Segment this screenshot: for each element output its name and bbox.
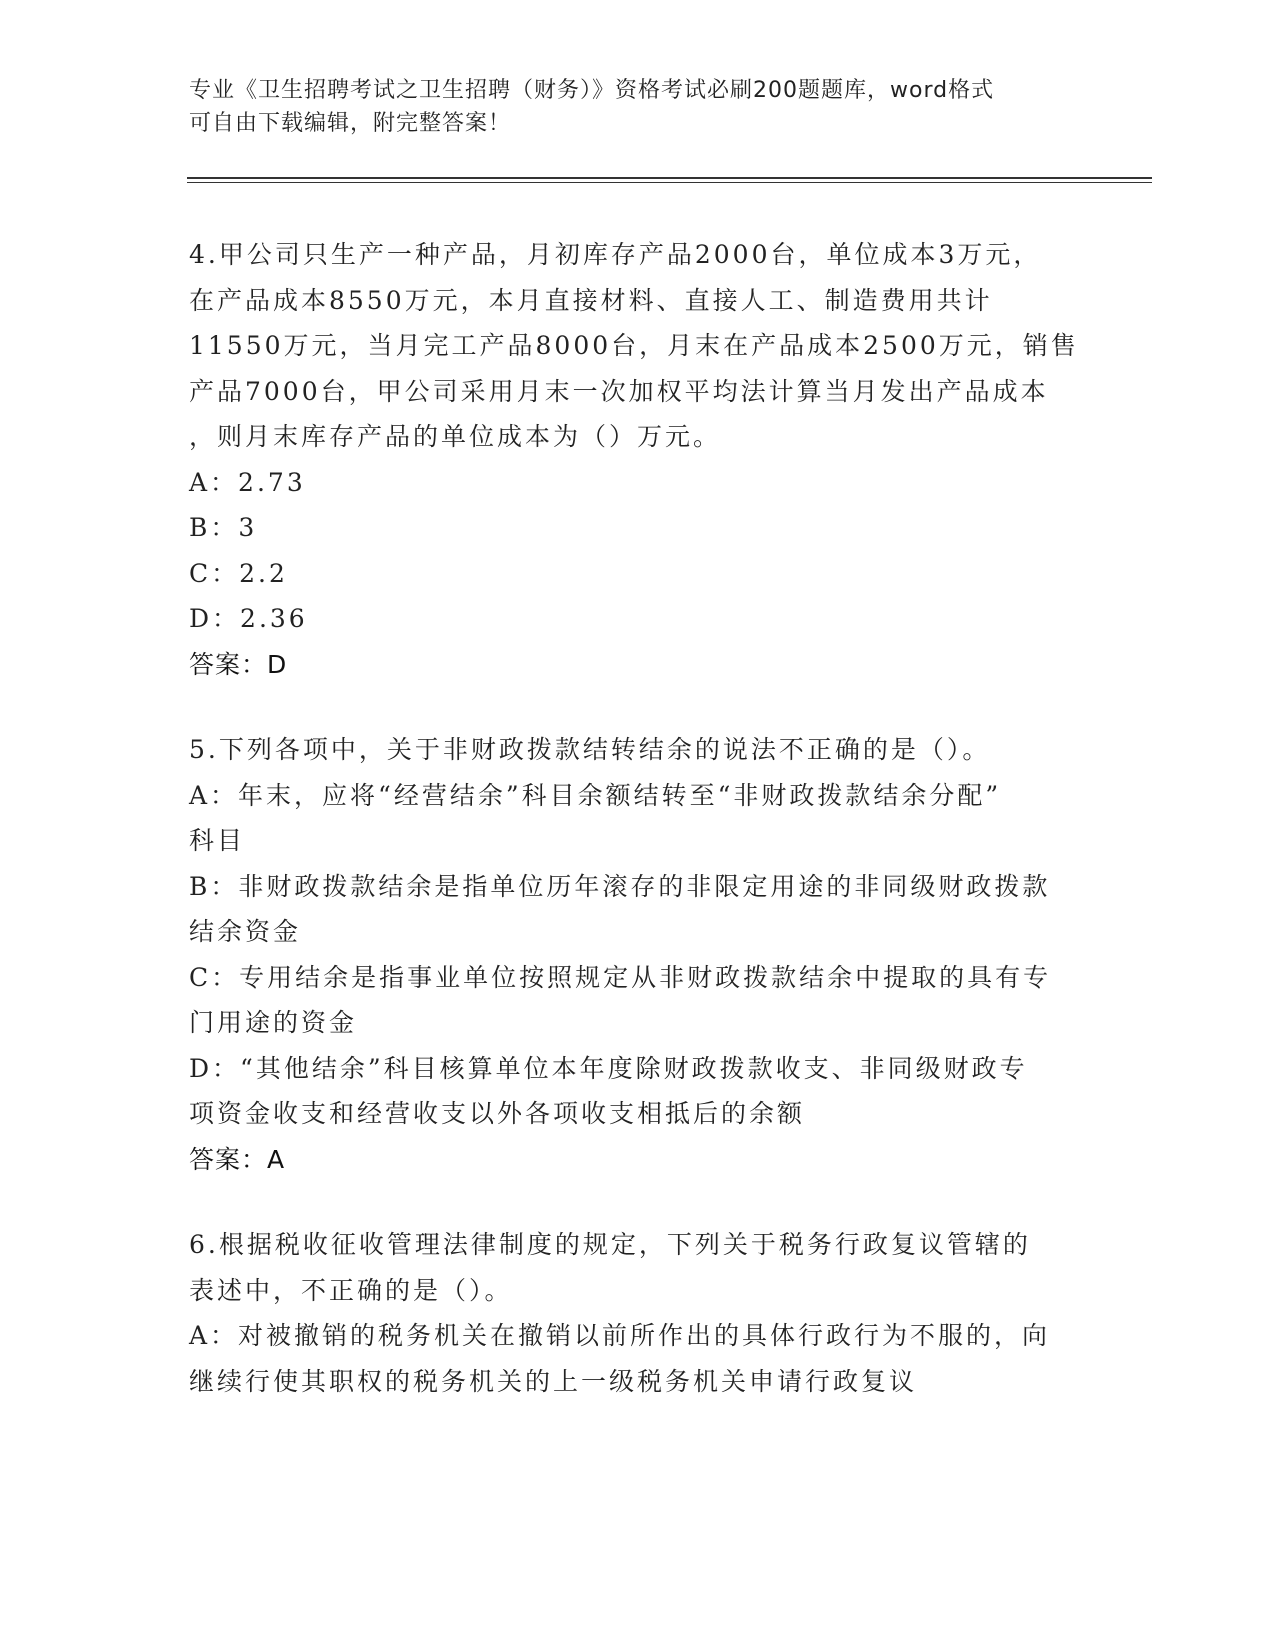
- question-stem-line: ，则月末库存产品的单位成本为（）万元。: [189, 422, 722, 451]
- question-stem-line: 在产品成本8550万元，本月直接材料、直接人工、制造费用共计: [189, 285, 993, 315]
- question-stem-line: 5.下列各项中，关于非财政拨款结转结余的说法不正确的是（）。: [189, 735, 991, 764]
- option-d: D：2.36: [189, 604, 308, 633]
- question-item: [189, 727, 1089, 1182]
- question-stem-line: 11550万元，当月完工产品8000台，月末在产品成本2500万元，销售: [189, 331, 1079, 360]
- header-divider: [187, 177, 1152, 179]
- document-header: [189, 74, 1069, 140]
- option-c-continuation: 门用途的资金: [189, 1008, 358, 1037]
- header-divider: [187, 182, 1152, 183]
- option-b-continuation: 结余资金: [189, 917, 302, 946]
- question-item: [189, 1222, 1089, 1404]
- option-c: C：专用结余是指事业单位按照规定从非财政拨款结余中提取的具有专: [189, 962, 1052, 992]
- header-line: 可自由下载编辑，附完整答案！: [189, 111, 512, 136]
- question-stem-line: 4.甲公司只生产一种产品，月初库存产品2000台，单位成本3万元，: [189, 240, 1042, 269]
- header-line: 专业《卫生招聘考试之卫生招聘（财务）》资格考试必刷200题题库，word格式: [189, 78, 995, 103]
- question-list: [189, 232, 1089, 1404]
- answer-label: 答案：D: [189, 649, 288, 679]
- question-stem-line: 表述中，不正确的是（）。: [189, 1275, 513, 1305]
- option-a: A：2.73: [189, 467, 306, 497]
- question-stem-line: 6.根据税收征收管理法律制度的规定，下列关于税务行政复议管辖的: [189, 1230, 1031, 1259]
- option-b: B：3: [189, 513, 258, 542]
- option-a: A：年末，应将“经营结余”科目余额结转至“非财政拨款结余分配”: [189, 780, 1002, 810]
- option-a-continuation: 继续行使其职权的税务机关的上一级税务机关申请行政复议: [189, 1366, 918, 1396]
- option-a: A：对被撤销的税务机关在撤销以前所作出的具体行政行为不服的，向: [189, 1321, 1051, 1350]
- option-c: C：2.2: [189, 558, 288, 588]
- answer-label: 答案：A: [189, 1144, 286, 1174]
- question-item: [189, 232, 1089, 687]
- option-d: D：“其他结余”科目核算单位本年度除财政拨款收支、非同级财政专: [189, 1053, 1028, 1083]
- question-stem-line: 产品7000台，甲公司采用月末一次加权平均法计算当月发出产品成本: [189, 376, 1049, 406]
- option-b: B：非财政拨款结余是指单位历年滚存的非限定用途的非同级财政拨款: [189, 871, 1051, 901]
- option-d-continuation: 项资金收支和经营收支以外各项收支相抵后的余额: [189, 1099, 806, 1128]
- option-a-continuation: 科目: [189, 826, 246, 855]
